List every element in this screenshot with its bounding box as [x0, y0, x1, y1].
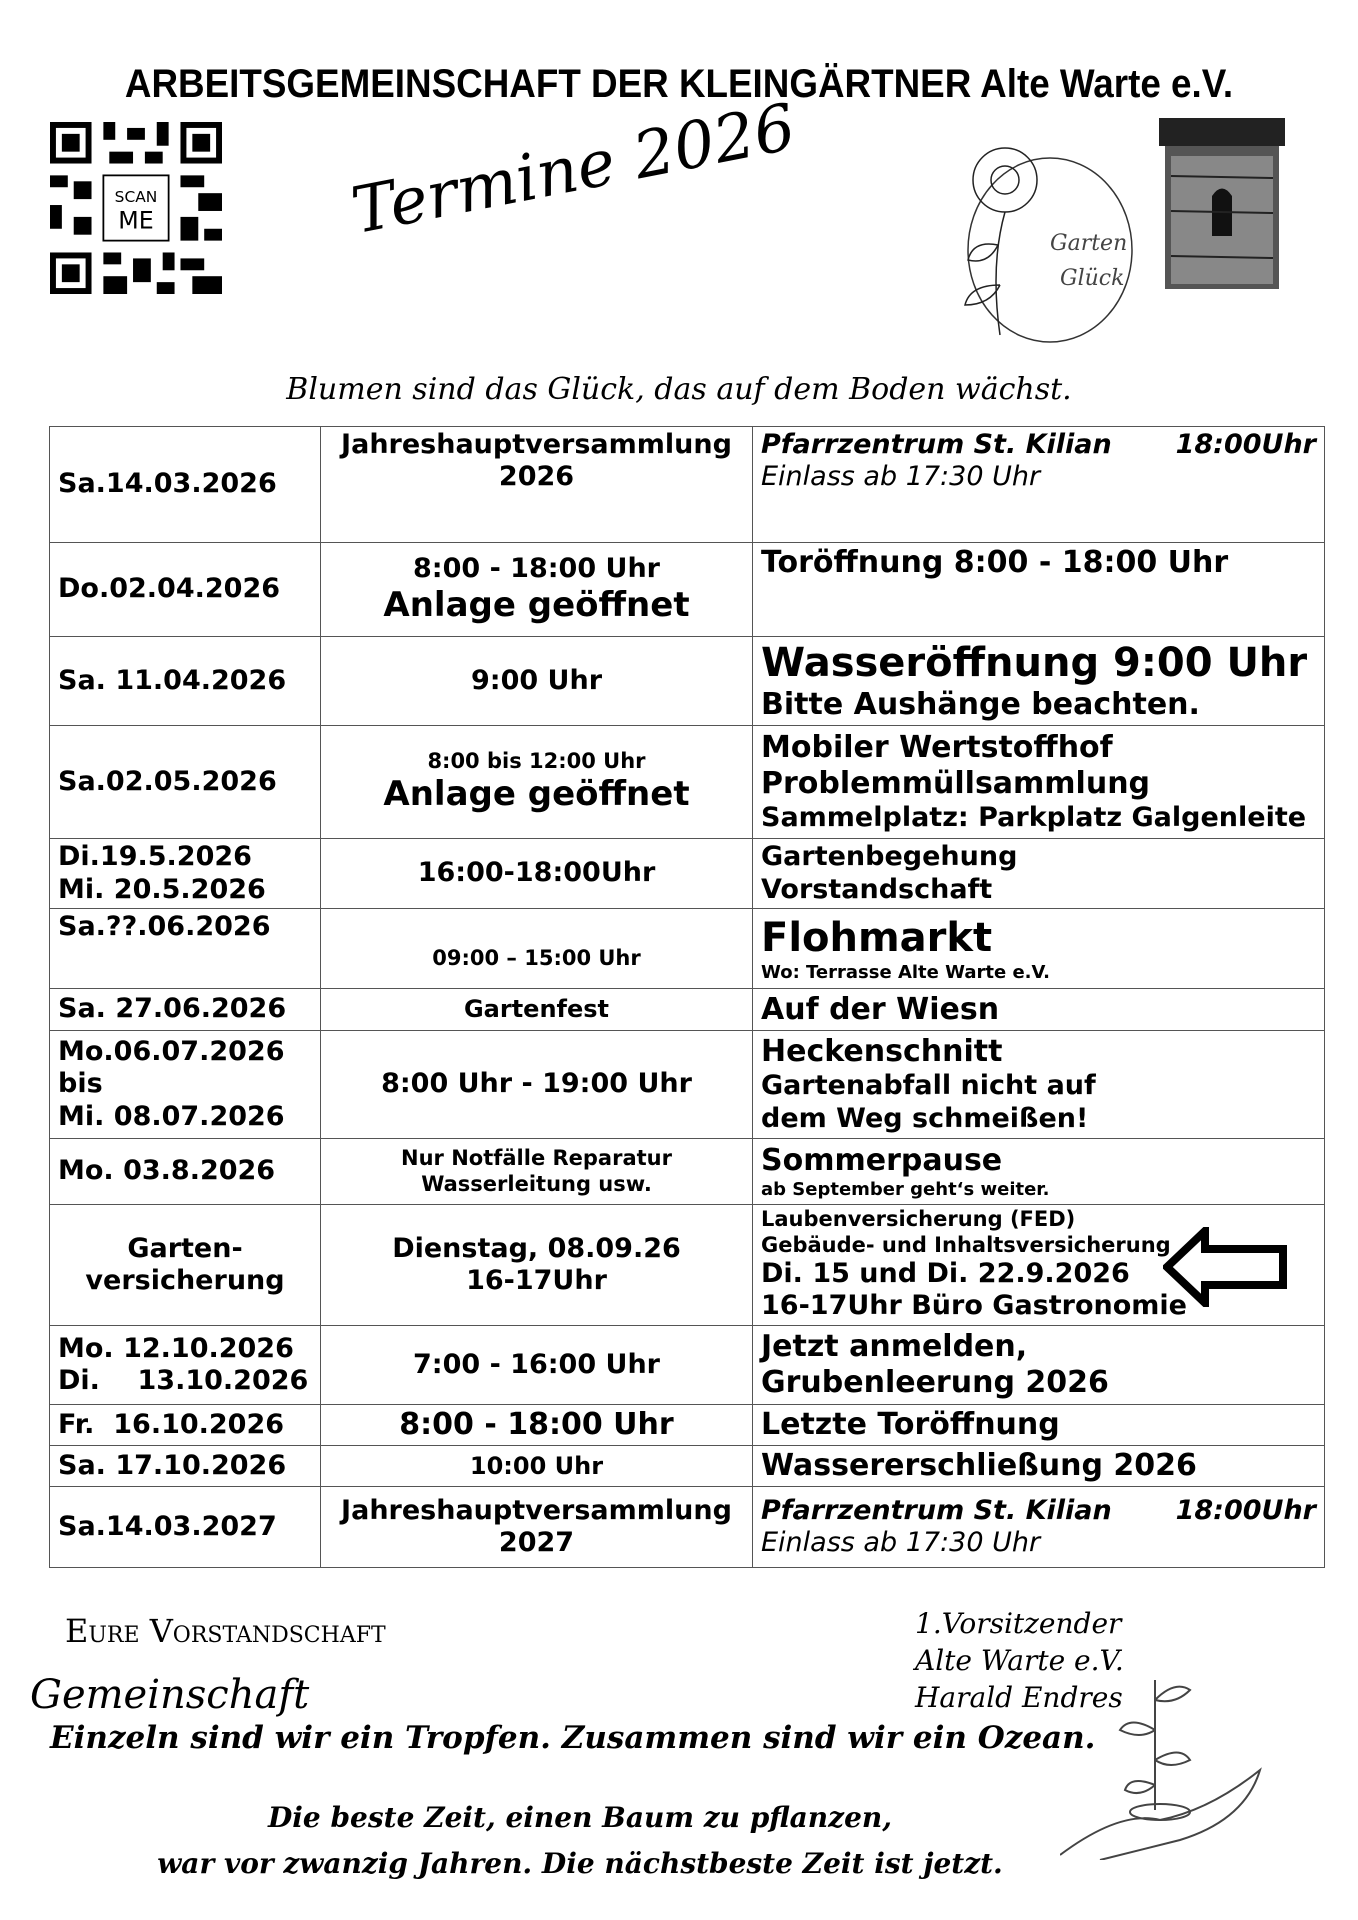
table-row [50, 427, 1325, 543]
event-info-3: Di. 15 und Di. 22.9.2026 [761, 1257, 1130, 1289]
event-admission: Einlass ab 17:30 Uhr [761, 461, 1041, 493]
event-info: Sommerpause [761, 1142, 1003, 1178]
event-time: 8:00 bis 12:00 Uhr [427, 749, 646, 773]
quote-tree-1: Die beste Zeit, einen Baum zu pflanzen, [268, 1801, 892, 1834]
table-row [50, 989, 1325, 1031]
event-info-3: Sammelplatz: Parkplatz Galgenleite [761, 801, 1307, 833]
qr-scan-label: SCAN [114, 188, 158, 207]
table-row [50, 1326, 1325, 1405]
event-info-2: Gebäude- und Inhaltsversicherung [761, 1232, 1171, 1257]
community-heading: Gemeinschaft [30, 1672, 310, 1718]
event-date-3: Mi. 08.07.2026 [58, 1100, 285, 1132]
event-info: Wasseröffnung 9:00 Uhr [761, 640, 1308, 686]
event-info: Gartenbegehung [761, 841, 1018, 873]
chairman-club: Alte Warte e.V. [915, 1644, 1124, 1677]
event-info-note: Bitte Aushänge beachten. [761, 687, 1200, 722]
event-start-time: 18:00Uhr [1175, 1494, 1316, 1526]
event-time: Nur Notfälle Reparatur [401, 1146, 672, 1171]
event-date: Sa. 17.10.2026 [50, 1446, 321, 1487]
quote-drops: Einzeln sind wir ein Tropfen. Zusammen sind wir ein Ozean. [50, 1720, 1096, 1756]
event-info-4: 16-17Uhr Büro Gastronomie [761, 1290, 1187, 1322]
events-table [49, 426, 1325, 1568]
event-location: Pfarrzentrum St. Kilian [761, 429, 1112, 460]
event-time: 10:00 Uhr [321, 1446, 753, 1487]
event-info: Toröffnung 8:00 - 18:00 Uhr [761, 545, 1229, 580]
event-info-2: Vorstandschaft [761, 873, 993, 905]
event-date: Do.02.04.2026 [50, 543, 321, 637]
table-row [50, 543, 1325, 637]
event-date: Sa. 11.04.2026 [50, 637, 321, 726]
event-info: Auf der Wiesn [753, 989, 1325, 1031]
event-time-note: Wasserleitung usw. [421, 1171, 652, 1196]
event-info: Flohmarkt [761, 914, 993, 961]
table-row [50, 1405, 1325, 1446]
event-date: Mo. 03.8.2026 [50, 1139, 321, 1205]
event-info: Letzte Toröffnung [753, 1405, 1325, 1446]
event-time: Jahreshauptversammlung 2027 [321, 1487, 753, 1568]
event-time-note: Anlage geöffnet [383, 585, 690, 626]
event-date: Fr. 16.10.2026 [50, 1405, 321, 1446]
event-info: Laubenversicherung (FED) [761, 1207, 1076, 1232]
event-info-note: Wo: Terrasse Alte Warte e.V. [761, 961, 1050, 983]
event-time: Dienstag, 08.09.26 [392, 1232, 681, 1264]
event-date: Sa.02.05.2026 [50, 726, 321, 839]
table-row [50, 909, 1325, 989]
event-time: 09:00 – 15:00 Uhr [321, 909, 753, 989]
event-info-2: Grubenleerung 2026 [761, 1365, 1109, 1400]
event-info: Wassererschließung 2026 [753, 1446, 1325, 1487]
chairman-name: Harald Endres [915, 1681, 1123, 1714]
event-info-2: Gartenabfall nicht auf [761, 1070, 1096, 1102]
event-date: Di.19.5.2026 [58, 841, 252, 873]
table-row [50, 1031, 1325, 1139]
table-row [50, 1446, 1325, 1487]
svg-text:Garten: Garten [1050, 231, 1128, 256]
table-row [50, 839, 1325, 909]
event-location: Pfarrzentrum St. Kilian [761, 1494, 1112, 1526]
event-date-2: Mi. 20.5.2026 [58, 873, 266, 905]
garten-glueck-logo [930, 135, 1150, 345]
event-time: Jahreshauptversammlung 2026 [321, 427, 753, 543]
quote-tree-2: war vor zwanzig Jahren. Die nächstbeste Zeit ist jetzt. [157, 1847, 1003, 1880]
event-date: Sa.??.06.2026 [50, 909, 321, 989]
event-info-2: Problemmüllsammlung [761, 765, 1151, 801]
event-date: Sa.14.03.2027 [50, 1487, 321, 1568]
event-date-2: bis [58, 1068, 103, 1100]
event-time-2: 16-17Uhr [466, 1265, 607, 1296]
arrow-left-icon [1163, 1227, 1288, 1307]
event-date: Sa.14.03.2026 [50, 427, 321, 543]
table-row [50, 1139, 1325, 1205]
table-row [50, 637, 1325, 726]
event-info: Jetzt anmelden, [761, 1329, 1028, 1364]
event-time: 9:00 Uhr [321, 637, 753, 726]
tower-image [1157, 116, 1287, 291]
event-time-note: Anlage geöffnet [383, 774, 690, 815]
event-time: 8:00 Uhr - 19:00 Uhr [321, 1031, 753, 1139]
event-date: Mo.06.07.2026 [58, 1035, 285, 1067]
page-heading: Termine 2026 [345, 90, 802, 250]
event-time: 7:00 - 16:00 Uhr [321, 1326, 753, 1405]
event-time: Gartenfest [321, 989, 753, 1031]
event-info-3: dem Weg schmeißen! [761, 1102, 1089, 1134]
event-info: Heckenschnitt [761, 1034, 1003, 1070]
event-time: 16:00-18:00Uhr [321, 839, 753, 909]
event-info-note: ab September geht‘s weiter. [761, 1178, 1050, 1200]
table-row [50, 726, 1325, 839]
event-start-time: 18:00Uhr [1175, 429, 1316, 460]
table-row [50, 1487, 1325, 1568]
motto: Blumen sind das Glück, das auf dem Boden wächst. [286, 372, 1072, 407]
association-title: ARBEITSGEMEINSCHAFT DER KLEINGÄRTNER Alte Warte e.V. [124, 62, 1234, 106]
event-info: Mobiler Wertstoffhof [761, 729, 1113, 765]
table-row [50, 1205, 1325, 1326]
svg-text:Glück: Glück [1060, 266, 1125, 291]
event-admission: Einlass ab 17:30 Uhr [761, 1527, 1041, 1558]
event-time: 8:00 - 18:00 Uhr [413, 552, 660, 584]
board-signature: Eure Vorstandschaft [65, 1612, 386, 1650]
qr-me-label: ME [118, 206, 154, 235]
event-date-2: Di. 13.10.2026 [58, 1365, 309, 1396]
event-date-2: versicherung [85, 1265, 285, 1296]
event-date: Sa. 27.06.2026 [50, 989, 321, 1031]
event-date: Mo. 12.10.2026 [58, 1332, 294, 1364]
event-date: Garten- [127, 1232, 243, 1264]
event-time: 8:00 - 18:00 Uhr [321, 1405, 753, 1446]
qr-code[interactable] [50, 122, 222, 294]
chairman-title: 1.Vorsitzender [915, 1607, 1122, 1640]
